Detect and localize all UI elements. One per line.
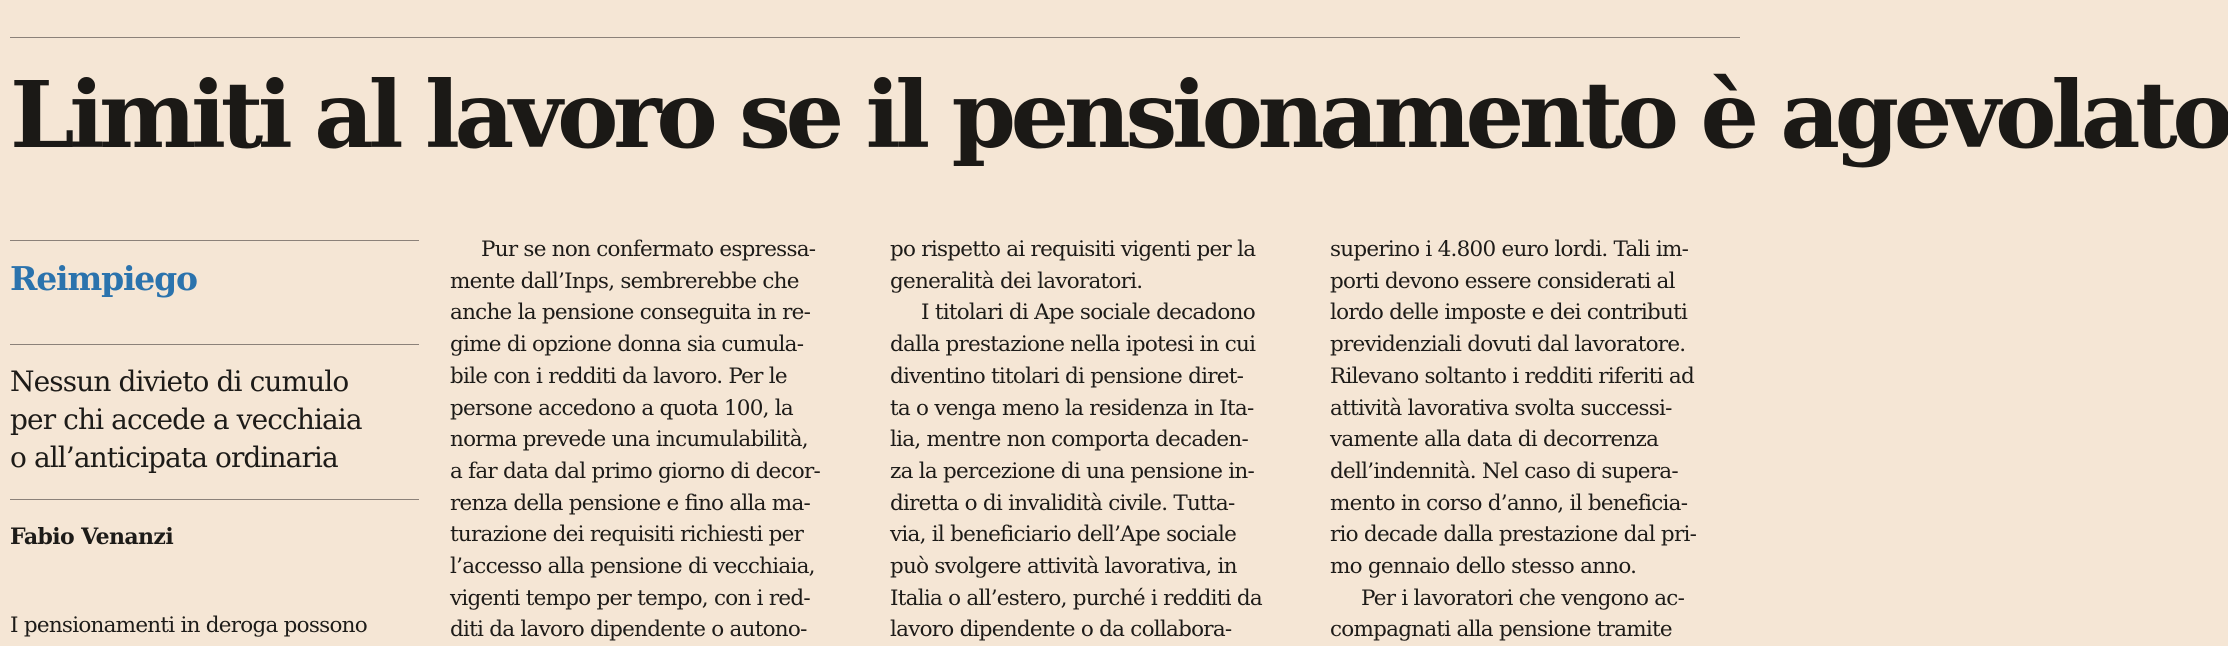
top-rule [10, 37, 1740, 38]
text-line: lia, mentre non comporta decaden- [890, 427, 1248, 453]
text-line: porti devono essere considerati al [1330, 268, 1675, 294]
text-line: può svolgere attività lavorativa, in [890, 554, 1237, 580]
text-line: dell’indennità. Nel caso di supera- [1330, 458, 1678, 484]
author-byline: Fabio Venanzi [10, 524, 174, 550]
article-column-2 [890, 234, 1310, 646]
summary-line: per chi accede a vecchiaia [10, 403, 362, 436]
text-line: vigenti tempo per tempo, con i red- [450, 585, 810, 611]
text-line: l’accesso alla pensione di vecchiaia, [450, 554, 815, 580]
text-line: persone accedono a quota 100, la [450, 395, 794, 421]
text-line: anche la pensione conseguita in re- [450, 300, 811, 326]
sidebar-rule-bottom [10, 499, 419, 500]
headline: Limiti al lavoro se il pensionamento è agevolato [10, 61, 2228, 169]
text-line: turazione dei requisiti richiesti per [450, 522, 804, 548]
summary [10, 363, 419, 477]
text-line: diventino titolari di pensione diret- [890, 363, 1244, 389]
text-line: generalità dei lavoratori. [890, 268, 1143, 294]
text-line: renza della pensione e fino alla ma- [450, 490, 811, 516]
text-line: po rispetto ai requisiti vigenti per la [890, 237, 1256, 262]
text-line: Pur se non confermato espressa- [481, 237, 816, 262]
text-line: ta o venga meno la residenza in Ita- [890, 395, 1254, 421]
text-line: mento in corso d’anno, il beneficia- [1330, 490, 1688, 516]
text-line: gime di opzione donna sia cumula- [450, 332, 804, 358]
text-line: superino i 4.800 euro lordi. Tali im- [1330, 237, 1689, 262]
summary-line: Nessun divieto di cumulo [10, 365, 349, 398]
sidebar-body-text: I pensionamenti in deroga possono [10, 613, 367, 638]
article-column-1 [450, 234, 870, 646]
sidebar-rule-middle [10, 344, 419, 345]
text-line: bile con i redditi da lavoro. Per le [450, 363, 787, 389]
text-line: diti da lavoro dipendente o autono- [450, 617, 807, 643]
text-line: lavoro dipendente o da collabora- [890, 617, 1232, 643]
text-line: vamente alla data di decorrenza [1330, 427, 1659, 453]
text-line: Per i lavoratori che vengono ac- [1361, 585, 1685, 611]
text-line: compagnati alla pensione tramite [1330, 617, 1672, 643]
text-line: via, il beneficiario dell’Ape sociale [890, 522, 1237, 548]
text-line: Rilevano soltanto i redditi riferiti ad [1330, 363, 1694, 389]
text-line: a far data dal primo giorno di decor- [450, 458, 821, 484]
text-line: diretta o di invalidità civile. Tutta- [890, 490, 1235, 516]
summary-line: o all’anticipata ordinaria [10, 441, 338, 474]
text-line: rio decade dalla prestazione dal pri- [1330, 522, 1697, 548]
section-kicker: Reimpiego [10, 259, 197, 298]
text-line: norma prevede una incumulabilità, [450, 427, 808, 453]
text-line: Italia o all’estero, purché i redditi da [890, 585, 1262, 611]
sidebar [10, 240, 419, 550]
text-line: mo gennaio dello stesso anno. [1330, 554, 1637, 580]
text-line: previdenziali dovuti dal lavoratore. [1330, 332, 1686, 358]
text-line: attività lavorativa svolta successi- [1330, 395, 1672, 421]
text-line: za la percezione di una pensione in- [890, 458, 1254, 484]
text-line: I titolari di Ape sociale decadono [921, 300, 1255, 326]
text-line: mente dall’Inps, sembrerebbe che [450, 268, 799, 294]
sidebar-rule-top [10, 240, 419, 241]
article-column-3 [1330, 234, 1750, 646]
text-line: dalla prestazione nella ipotesi in cui [890, 332, 1256, 358]
text-line: lordo delle imposte e dei contributi [1330, 300, 1688, 326]
